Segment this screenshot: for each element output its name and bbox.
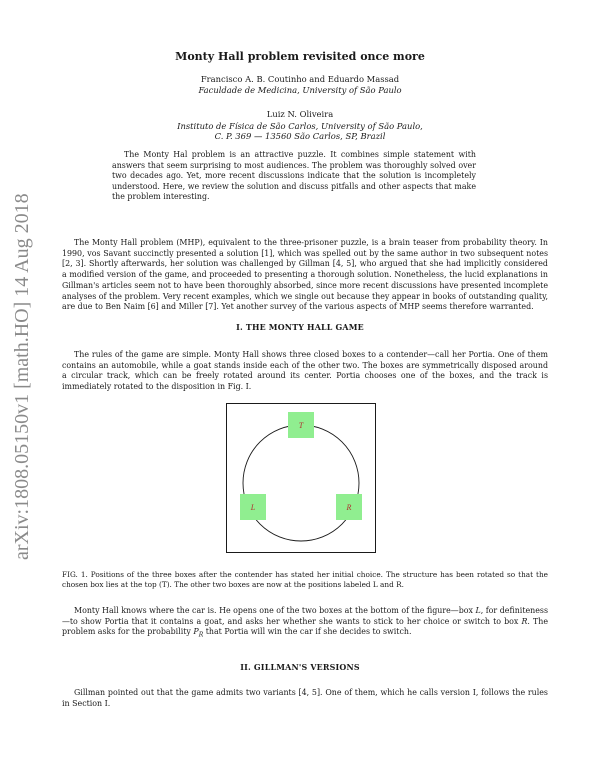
affiliation-2-line-1: Instituto de Física de São Carlos, University of São Paulo,: [177, 121, 423, 131]
arxiv-stamp: [2, 150, 38, 570]
paper-title: Monty Hall problem revisited once more: [175, 50, 425, 63]
probability-subscript: R: [198, 631, 204, 639]
monty-text-2: , for definiteness—to show Portia that it contains a goat, and asks her whether she wants to stick to her choice or switch to box: [62, 606, 549, 626]
arxiv-stamp-graphic: [2, 150, 38, 570]
section-2-heading: II. GILLMAN'S VERSIONS: [240, 663, 360, 672]
section-1-heading: I. THE MONTY HALL GAME: [236, 323, 364, 332]
section-1-paragraph: The rules of the game are simple. Monty Hall shows three closed boxes to a contender—call her Portia. One of them contains an automobile, while a goat stands inside each of the other two. The boxes are symmetrically disposed around a circular track, which can be freely rotated around its center. Portia chooses one of the boxes, and the track is immediately rotated to the disposition in Fig. I.: [62, 350, 548, 392]
intro-paragraph: The Monty Hall problem (MHP), equivalent to the three-prisoner puzzle, is a brain teaser from probability theory. In 1990, vos Savant succinctly presented a solution [1], which was spelled out by the same author in two subsequent notes [2, 3]. Shortly afterwards, her solution was challenged by Gillman [4, 5], who argued that she had implicitly considered a modified version of the game, and proceeded to presenting a thorough solution. Nonetheless, the lucid explanations in Gillman's articles seem not to have been thoroughly absorbed, since more recent discussions have presented incomplete analyses of the problem. Very recent examples, which we single out because they appear in books of outstanding quality, are due to Ben Naim [6] and Miller [7]. Yet another survey of the various aspects of MHP seems therefore warranted.: [62, 238, 548, 312]
affiliation-2-line-2: C. P. 369 — 13560 São Carlos, SP, Brazil: [214, 131, 386, 141]
abstract: The Monty Hal problem is an attractive puzzle. It combines simple statement with answers that seem surprising to most audiences. The problem was thoroughly solved over two decades ago. Yet, more recent discussions indicate that the solution is incompletely understood. Here, we review the solution and discuss pitfalls and other aspects that make the problem interesting.: [112, 150, 476, 202]
figure-1-diagram: [226, 403, 376, 553]
box-top-label: T: [298, 421, 304, 430]
affiliation-1: Faculdade de Medicina, University of São Paulo: [198, 85, 402, 95]
authors-line-2: Luiz N. Oliveira: [266, 109, 334, 119]
monty-text-4: that Portia will win the car if she decides to switch.: [203, 627, 412, 637]
figure-1-caption: FIG. 1. Positions of the three boxes after the contender has stated her initial choice. The structure has been rotated so that the chosen box lies at the top (T). The other two boxes are now at the positions labeled L and R.: [62, 570, 548, 589]
box-left-label: L: [250, 503, 256, 512]
monty-text-3: . The problem asks for the probability: [62, 616, 549, 637]
box-right-label: R: [346, 503, 352, 512]
arxiv-id: arXiv:1808.05150v1 [math.HO] 14 Aug 2018: [11, 193, 33, 560]
figure-1: [226, 403, 376, 553]
authors-line-1: Francisco A. B. Coutinho and Eduardo Massad: [200, 74, 400, 84]
box-l-ref: L: [475, 606, 481, 615]
box-r-ref: R: [521, 616, 528, 626]
monty-paragraph: [62, 606, 548, 642]
monty-text-1: Monty Hall knows where the car is. He opens one of the two boxes at the bottom of the figure—box: [74, 606, 476, 615]
section-2-paragraph: Gillman pointed out that the game admits two variants [4, 5]. One of them, which he calls version I, follows the rules in Section I.: [62, 688, 548, 708]
probability-symbol: P: [193, 627, 199, 637]
